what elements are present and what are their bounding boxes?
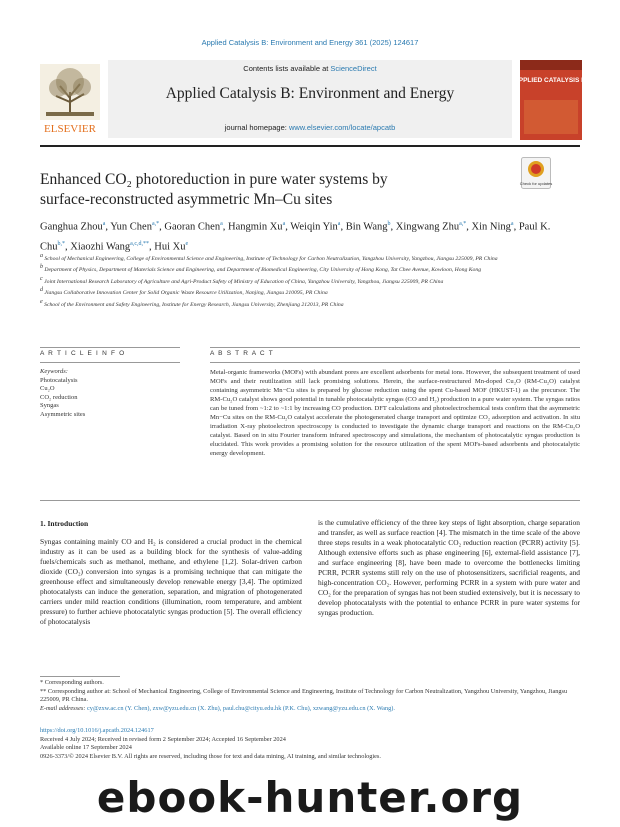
author-name[interactable]: Hangmin Xu — [228, 221, 283, 233]
keyword: CO₂ reduction — [40, 393, 78, 401]
author-name[interactable]: Paul K. Chu — [40, 221, 551, 252]
footnote-rule — [40, 676, 120, 677]
affiliation: $^d$ Jiangsu Collaborative Innovation Center for Solid Organic Waste Resource Utilization, Nanjing, Jiangsu 210095, PR China — [40, 287, 328, 297]
author-affiliation-mark[interactable]: a — [510, 221, 514, 227]
affiliations — [40, 252, 580, 309]
divider — [40, 362, 180, 363]
affiliation-mark: d — [40, 287, 43, 294]
homepage-link[interactable]: www.elsevier.com/locate/apcatb — [288, 123, 396, 132]
journal-title: Applied Catalysis B: Environment and Energy — [165, 85, 455, 102]
sciencedirect-link[interactable]: ScienceDirect — [330, 64, 377, 73]
article-title — [40, 170, 500, 210]
author-affiliation-mark[interactable]: a,* — [459, 221, 467, 227]
author-affiliation-mark[interactable]: a,* — [151, 221, 160, 227]
keywords-block — [40, 368, 180, 420]
cover-title: APPLIED CATALYSIS B: — [514, 77, 588, 84]
affiliation-mark: c — [40, 275, 43, 282]
affiliation: $^e$ School of the Environment and Safety Engineering, Institute for Energy Research, Jiangsu University, Zhenjiang 212013, PR China — [40, 298, 344, 308]
keyword: Photocatalysis — [40, 376, 78, 384]
author-name[interactable]: Xiaozhi Wang — [70, 241, 131, 252]
affiliation: $^c$ Joint International Research Laboratory of Agriculture and Agri-Product Safety of Ministry of Education of China, Yangzhou University, Yangzhou, Jiangsu 225009, PR China — [40, 275, 444, 285]
elsevier-logo — [38, 62, 102, 136]
footnote-corresponding-address: ** Corresponding author at: School of Mechanical Engineering, College of Environmental Science and Engineering, Institute of Technology for Carbon Neutralization, Yangzhou University, Yangzhou, Jiangsu 225009, PR China. — [40, 687, 568, 704]
author-affiliation-mark[interactable]: a,c,d,** — [130, 240, 149, 247]
keywords-label: Keywords: — [40, 368, 68, 375]
keyword: Cu₂O — [40, 385, 55, 393]
intro-heading: 1. Introduction — [40, 519, 89, 528]
affiliation: $^b$ Department of Physics, Department of Materials Science and Engineering, and Department of Biomedical Engineering, City University of Hong Kong, Tat Chee Avenue, Kowloon, Hong Kong — [40, 264, 482, 274]
keyword: Syngas — [40, 402, 59, 410]
author-affiliation-mark[interactable]: b — [387, 221, 391, 227]
author-name[interactable]: Xin Ning — [471, 221, 511, 233]
abstract-text: Metal-organic frameworks (MOFs) with abundant pores are excellent adsorbents for metal ions. However, the subsequent treatment of used MOFs and their reutilization still lack promising solutions. Herein, the surface-restructured Mn-doped Cu₂O (RM-Cu₂O) catalyst containing asymmetric Mn−Cu sites is prepared by glucose reduction using the spent Cu-based MOF (HKUST-1) as the precursor. The RM-Cu₂O catalyst shows good potential in tunable photocatalytic syngas (CO and H₂) production in a pure water system. The syngas ratios can be tuned from ~1:2 to ~1:1 by increasing CO production. DFT calculations and photoelectrochemical tests confirm that the asymmetric Mn−Cu sites on the RM-Cu₂O catalyst accelerate the photogenerated charge transport and optimize CO₂ adsorption and activation. In situ irradiation X-ray photoelectron spectroscopy is conducted to investigate the dynamic charge transport and reactions on the RM-Cu₂O catalyst. Based on in situ Fourier transform infrared spectroscopy and simulations, the mechanism of photocatalytic syngas production is elucidated. This work provides a promising solution for the resource utilization of the spent MOFs-based adsorbents and photocatalytic energy development. — [210, 369, 580, 458]
author-name[interactable]: Hui Xu — [154, 241, 186, 252]
author-name[interactable]: Bin Wang — [345, 221, 388, 233]
journal-citation[interactable]: Applied Catalysis B: Environment and Energy 361 (2025) 124617 — [201, 38, 419, 47]
author-affiliation-mark[interactable]: a — [282, 221, 286, 227]
footnotes — [40, 679, 580, 713]
available-online: Available online 17 September 2024 — [40, 744, 132, 752]
author-affiliation-mark[interactable]: b,* — [57, 240, 66, 247]
affiliation: $^a$ School of Mechanical Engineering, College of Environmental Science and Engineering, Institute of Technology for Carbon Neutralization, Yangzhou University, Yangzhou, Jiangsu 225009, PR China — [40, 253, 498, 262]
keyword: Asymmetric sites — [40, 410, 86, 418]
title-line-1: Enhanced CO₂ photoreduction in pure water systems by — [40, 171, 388, 188]
author-affiliation-mark[interactable]: a — [220, 221, 223, 227]
affiliation-mark: e — [40, 298, 43, 305]
doi-link[interactable]: https://doi.org/10.1016/j.apcatb.2024.124617 — [40, 727, 154, 734]
divider — [210, 362, 580, 363]
article-history — [40, 727, 580, 762]
author-affiliation-mark[interactable]: a — [102, 221, 106, 227]
check-for-updates-label: Check for updates — [519, 181, 553, 186]
author-name[interactable]: Ganghua Zhou — [40, 221, 103, 233]
contents-line: Contents lists available at ScienceDirect — [243, 64, 377, 73]
homepage-line: journal homepage: www.elsevier.com/locate/apcatb — [224, 123, 396, 132]
author-name[interactable]: Weiqin Yin — [290, 221, 338, 233]
abstract-heading: A B S T R A C T — [210, 350, 274, 357]
footnote-corresponding: * Corresponding authors. — [40, 679, 104, 686]
affiliation-mark: a — [40, 253, 43, 259]
author-list: Ganghua Zhou$^a$, Yun Chen$^{a,*}$, Gaoran Chen$^a$, Hangmin Xu$^a$, Weiqin Yin$^a$, Bin Wang$^b$, Xingwang Zhu$^{a,*}$, Xin Ning$^a$, Paul K. Chu$^{b,*}$, Xiaozhi Wang$^{a,c,d,**}$, Hui Xu$^e$ — [40, 221, 551, 252]
elsevier-wordmark: ELSEVIER — [44, 123, 96, 135]
title-line-2: surface-reconstructed asymmetric Mn–Cu sites — [40, 191, 333, 208]
check-for-updates-button[interactable] — [521, 157, 551, 189]
article-info-heading: A R T I C L E I N F O — [40, 350, 126, 357]
email-links[interactable]: cy@zxw.ac.cn (Y. Chen), zxw@yzu.edu.cn (X. Zhu), paul.chu@cityu.edu.hk (P.K. Chu), xzwang@yzu.edu.cn (X. Wang). — [87, 704, 395, 712]
author-affiliation-mark[interactable]: e — [185, 240, 189, 247]
intro-left-column: Syngas containing mainly CO and H₂ is considered a crucial product in the chemical industry as it can be used as a building block for the synthesis of value-adding fuels/chemicals such as methanol, methane, and ethylene [1,2]. Solar-driven carbon dioxide (CO₂) conversion into syngas is a promising technique that can mitigate the greenhouse effect and simultaneously develop renewable energy [3,4]. The optimized photocatalysts can induce the generation, separation, and migration of photogenerated carriers under mild reaction conditions (illumination, room temperature, and ambient pressure) to further achieve photocatalytic syngas production [5]. The overall efficiency of photocatalysis — [40, 537, 302, 627]
divider — [210, 347, 580, 348]
footnote-emails: E-mail addresses: cy@zxw.ac.cn (Y. Chen), zxw@yzu.edu.cn (X. Zhu), paul.chu@cityu.edu.hk (P.K. Chu), xzwang@yzu.edu.cn (X. Wang). — [40, 704, 395, 712]
divider — [40, 347, 180, 348]
journal-cover — [514, 60, 588, 140]
author-name[interactable]: Gaoran Chen — [164, 221, 221, 233]
divider — [40, 500, 580, 501]
intro-right-column: is the cumulative efficiency of the three key steps of light absorption, charge separation and transfer, as well as surface reaction [4]. The mismatch in the time scale of the above three steps results in a weak photocatalytic CO₂ reduction reaction (PCRR) activity [5]. Although extensive efforts such as phase engineering [6], external-field assistance [7], and surface engineering [8], have been made to overcome the bottlenecks limiting PCRR, PCRR systems still rely on the use of photosensitizers, sacrificial reagents, and high-concentration CO₂. However, performing PCRR in a system with pure water and CO₂ for the preparation of syngas has not been studied extensively, but it is necessary to develop photocatalysts with the potential to enhance PCRR in pure water systems for syngas production. — [318, 518, 580, 618]
header-rule — [40, 145, 580, 147]
author-name[interactable]: Yun Chen — [110, 221, 152, 233]
watermark: ebook-hunter.org — [96, 773, 524, 822]
author-affiliation-mark[interactable]: a — [337, 221, 341, 227]
affiliation-mark: b — [40, 264, 43, 271]
journal-header — [108, 60, 512, 138]
author-name[interactable]: Xingwang Zhu — [395, 221, 460, 233]
received-dates: Received 4 July 2024; Received in revised form 2 September 2024; Accepted 16 September 2024 — [40, 735, 286, 743]
copyright: 0926-3373/© 2024 Elsevier B.V. All rights are reserved, including those for text and data mining, AI training, and similar technologies. — [40, 753, 381, 761]
